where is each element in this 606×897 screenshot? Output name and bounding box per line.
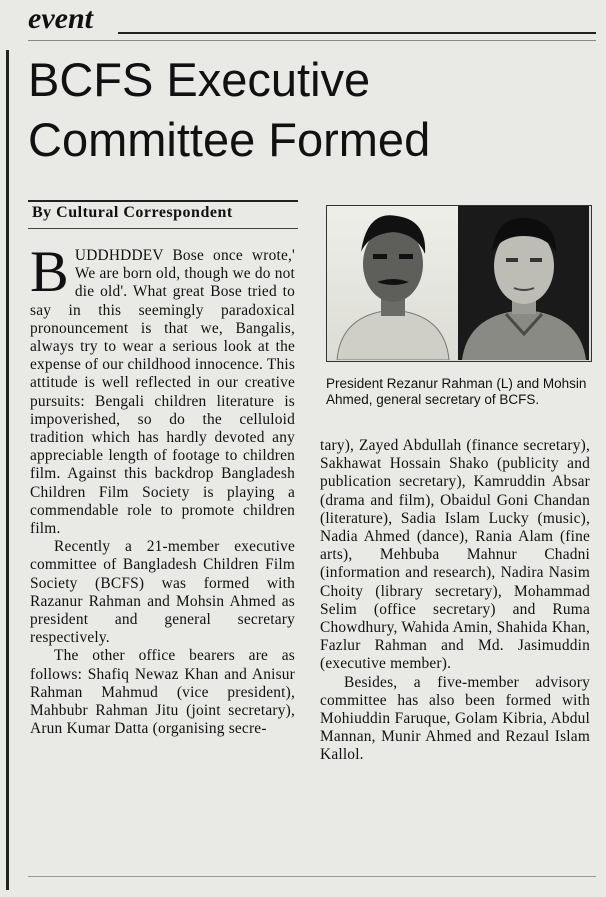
article-column-right	[320, 437, 590, 765]
paragraph-office-bearers-continued: tary), Zayed Abdullah (finance secretary), Sakhawat Hossain Shako (publicity and publication secretary), Kamruddin Absar (drama and film), Obaidul Goni Chandan (literature), Sadia Islam Lucky (music), Nadia Ahmed (dance), Rania Alam (fine arts), Mehbuba Mahnur Chadni (information and research), Nadira Nasim Choity (library secretary), Mohammad Selim (office secretary) and Ruma Chowdhury, Wahida Amin, Shahida Khan, Fazlur Rahman and Md. Jasimuddin (executive member).	[320, 437, 590, 673]
paragraph-office-bearers-start: The other office bearers are as follows: Shafiq Newaz Khan and Anisur Rahman Mahmud (vice president), Mahbubr Rahman Jitu (joint secretary), Arun Kumar Datta (organising secre-	[30, 647, 295, 738]
drop-cap: B	[30, 239, 69, 304]
portrait-secretary-illustration	[458, 206, 589, 360]
portrait-president	[327, 206, 458, 360]
paragraph-intro	[30, 239, 296, 538]
headline: BCFS Executive Committee Formed	[28, 53, 431, 166]
paragraph-intro-text: UDDHDDEV Bose once wrote,' We are born old, though we do not die old'. What great Bose tried to say in this seemingly paradoxical pronouncement is that we, Bangalis, always try to wear a serious look at the expense of our childhood innocence. This attitude is well reflected in our creative pursuits: Bengali children literature is impoverished, so do the celluloid tradition which has hardly devoted any appreciable length of footage to children film. Against this backdrop Bangladesh Children Film Society is playing a commendable role to promote children film.	[30, 247, 296, 538]
paragraph-advisory: Besides, a five-member advisory committee has also been formed with Mohiuddin Faruque, Golam Kibria, Abdul Mannan, Munir Ahmed and Rezaul Islam Kallol.	[320, 673, 590, 764]
section-underline	[28, 40, 596, 41]
article-column-left	[30, 239, 296, 738]
column-rule	[6, 50, 9, 890]
section-label: event	[28, 2, 93, 35]
portrait-general-secretary	[458, 206, 589, 360]
paragraph-committee: Recently a 21-member executive committee of Bangladesh Children Film Society (BCFS) was formed with Razanur Rahman and Mohsin Ahmed as president and general secretary respectively.	[30, 538, 295, 647]
bottom-rule	[28, 876, 596, 877]
section-rule	[118, 32, 596, 34]
byline: By Cultural Correspondent	[32, 204, 233, 221]
portrait-president-illustration	[327, 206, 458, 360]
photo-caption: President Rezanur Rahman (L) and Mohsin Ahmed, general secretary of BCFS.	[326, 376, 587, 407]
